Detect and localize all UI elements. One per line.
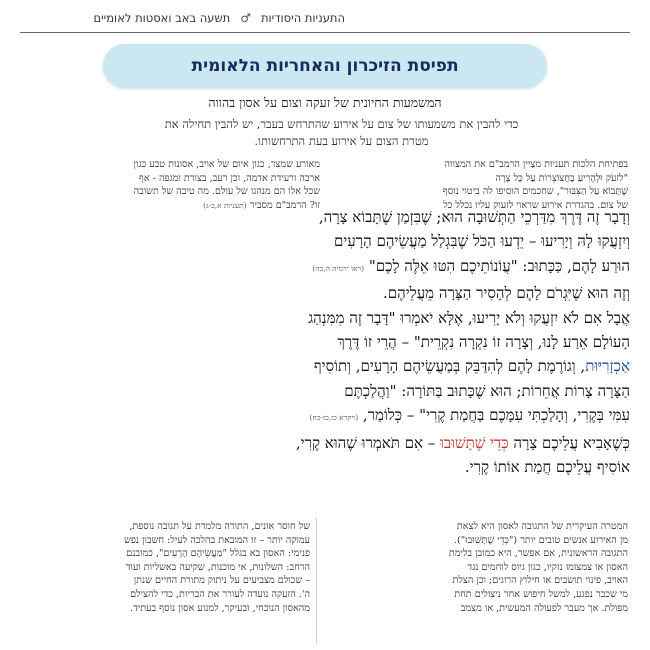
chapter-subtitle: המשמעות החיונית של זעקה וצום על אסון בהווה: [208, 95, 442, 110]
text-line: ה'. הזעקה נועדה לעורר את הבריות, כדי להצילם: [130, 588, 310, 600]
text-line: ארבה ורעידת אדמה, וכן רעב, בצורת ומגפה - אף: [138, 172, 320, 184]
text-line: מהאסון הנוכחי, ובעיקר, למנוע אסון נוסף בעתיד.: [130, 602, 310, 614]
highlighted-term: אַכְזָרִיּוּת: [585, 357, 630, 376]
text-line: המטרה העיקרית של התגובה לאסון היא לצאת: [456, 521, 628, 532]
text-line: האויב, פינוי תושבים או חילוץ הרוגים; וכן הצלת: [452, 575, 628, 587]
quote-line: [32, 254, 630, 281]
quote-line: וְזֶה הוּא שֶׁיִּגְרֹם לָהֶם לְהָסִיר הַצָּרָה מֵעֲלֵיהֶם.: [382, 284, 630, 303]
text-line: הרחב: השלונות, אי מוכנות, שקיעה באשליות ועוד: [125, 561, 310, 573]
text-line: "לזעֹק וּלְהָרִיעַ בַּחֲצוֹצְרוֹת עַל כָּל צָרָה: [495, 172, 628, 184]
right-column-bottom: [352, 520, 628, 615]
highlighted-term: כְּדֵי שֶׁתָּשׁוּבוּ: [440, 433, 509, 452]
quote-line: הָעוֹלָם אֵרַע לָנוּ, וְצָרָה זוֹ נִקְרָה נִקְרֵית" – הֲרֵי זוֹ דֶּרֶךְ: [337, 333, 630, 352]
text-line: בפתיחת הלכות תעניות מצַיין הרמב"ם את המצווה: [444, 159, 628, 170]
text-line: של חוסר אונים, התורה מלמדת על תגובה נוספת,: [129, 521, 310, 532]
left-column-bottom: [20, 520, 310, 615]
quote-line: אוֹסִיף עֲלֵיכֶם חֲמַת אוֹתוֹ קֶרִי.: [464, 458, 630, 477]
quote-line: וְיִזְעֲקוּ לָהּ וְיָרִיעוּ – יֵדְעוּ הַכֹּל שֶׁבִּגְלַל מַעֲשֵׂיהֶם הָרָעִים: [334, 232, 630, 251]
quote-fragment: עִמִּי בְּקֶרִי, וְהָלַכְתִּי עִמָּכֶם בַּחֲמַת קֶרִי" – כְּלוֹמַר,: [362, 406, 630, 425]
intro-line: מטרת הצום על אירוע בעת התרחשותו.: [254, 134, 429, 148]
text-line: התגובה הראשונית, אם אפשר, היא כמובן בלימת: [448, 548, 628, 560]
text-line: מפולת. אך מעבר לפעולה המעשית, או מצמב: [460, 602, 628, 614]
text-line: פנימי: האסון בא בגלל "מַעֲשֵׂיהֶם הָרָעִים", כמובנם: [126, 548, 310, 560]
chapter-banner: [103, 44, 547, 88]
source-citation: (תעניות א,ב-ג): [203, 200, 247, 210]
quote-line: כְּשֶׁאָבִיא עֲלֵיכֶם צָרָה כְּדֵי שֶׁתָּשׁוּבוּ – אִם תֹּאמְרוּ שֶׁהוּא קֶרִי,: [295, 433, 630, 452]
intro-line: כדי להבין את משמעותו של צום על אירוע שהתרחש בעבר, יש להבין תחילה את: [164, 117, 519, 131]
text-line: האסון או צמצומו נזקיו, כגון גיוס לוחמים נגד: [467, 561, 628, 573]
quote-line: וְדָבָר זֶה דֶּרֶךְ מִדַּרְכֵי הַתְּשׁוּבָה הוּא; שֶׁבִּזְמַן שֶׁתָּבוֹא צָרָה,: [318, 208, 630, 226]
text-line: עמוקה יותר – זו המובאת בהלכה לעיל: חשבון נפש: [124, 534, 310, 546]
text-line: מאורע שמצר, כגון איום של אויב, אסונות טבע כגון: [133, 159, 320, 170]
quote-line: הַצָּרָה צָרוֹת אֲחֵרוֹת; הוּא שֶׁכָּתוּב בַּתּוֹרָה: "וַהֲלַכְתֶּם: [344, 381, 630, 400]
text-line: שֶׁתָּבוֹא עַל הַצִּבּוּר", שחכמים הוסיפו לה ביטוי נוסף: [442, 186, 628, 198]
text-line: שכל אלו הם מנהגו של עולם. מה טיבה של תשובה: [133, 186, 320, 198]
quote-line: [32, 403, 630, 430]
quote-fragment: הוּרַע לָהֶם, כַּכָּתוּב: "עֲוֹנוֹתֵיכֶם הִטּוּ אֵלֶּה לָכֶם": [368, 256, 630, 275]
source-citation: (ויקרא כו,כז-כח): [309, 413, 359, 423]
quote-line: אֲבָל אִם לֹא יִזְעֲקוּ וְלֹא יָרִיעוּ, אֶלָּא יֹאמְרוּ "דָּבָר זֶה מִמִּנְהַג: [308, 308, 630, 327]
text-line: של צום. בהגדרת אירוע שראוי לזעוק עליו נכלל כל: [443, 199, 628, 211]
header-ornament-icon: ♂: [240, 11, 251, 25]
chapter-title: תפיסת הזיכרון והאחריות הלאומית: [191, 56, 459, 76]
text-fragment: זו? הרמב"ם מסביר: [249, 199, 320, 211]
quote-line: אַכְזָרִיּוּת, וְגוֹרֶמֶת לָהֶם לְהִדַּבֵּק בְּמַעֲשֵׂיהֶם הָרָעִים, וְתוֹסִיף: [313, 357, 630, 376]
intro-paragraph: [95, 116, 588, 150]
text-line: מן האירוע אנשים טובים יותר ("כְּדֵי שֶׁתָּשׁוּבוּ").: [453, 534, 628, 546]
rambam-quote: [32, 205, 630, 479]
header-section-title: התעניות היסודיות: [260, 11, 345, 25]
text-line: מי שכבר נפגע, למשל חיפוש אחר ניצולים תחת: [454, 588, 628, 600]
source-citation: (ראו ירמיה ה,כה): [312, 263, 365, 273]
column-divider: [316, 518, 317, 644]
running-header: [20, 6, 630, 30]
header-book-title: תשעה באב ואסטות לאומיים: [93, 11, 231, 25]
text-line: – שכולם מצביעים על ניתוק מתורת החיים שנתן: [133, 575, 310, 587]
header-divider: [20, 32, 630, 33]
